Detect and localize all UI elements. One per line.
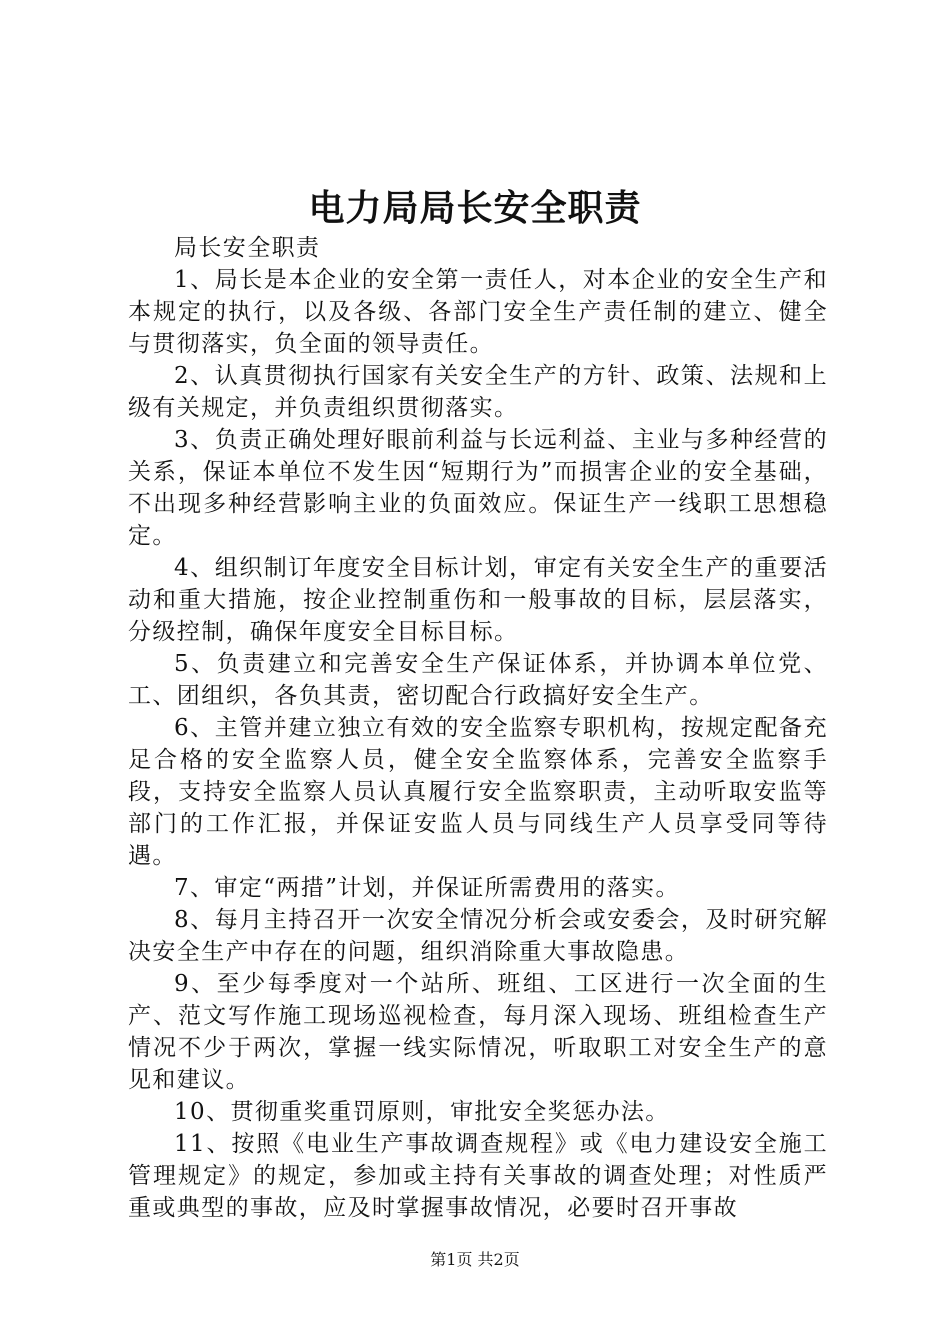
paragraph-item-10: 10、贯彻重奖重罚原则，审批安全奖惩办法。 [174,1099,670,1125]
paragraph-item-5: 5、负责建立和完善安全生产保证体系，并协调本单位党、工、团组织，各负其责，密切配合行政搞好安全生产。 [128,651,828,709]
document-title: 电力局局长安全职责 [308,188,642,229]
paragraph-item-11: 11、按照《电业生产事故调查规程》或《电力建设安全施工管理规定》的规定，参加或主持有关事故的调查处理；对性质严重或典型的事故，应及时掌握事故情况，必要时召开事故 [128,1131,828,1221]
paragraph-heading: 局长安全职责 [174,235,321,261]
paragraph-item-2: 2、认真贯彻执行国家有关安全生产的方针、政策、法规和上级有关规定，并负责组织贯彻落实。 [128,363,828,421]
paragraph-item-7: 7、审定“两措”计划，并保证所需费用的落实。 [174,875,680,901]
document-body [128,232,828,1224]
page-number-footer: 第1页 共2页 [430,1250,520,1269]
paragraph-item-3: 3、负责正确处理好眼前利益与长远利益、主业与多种经营的关系，保证本单位不发生因“短期行为”而损害企业的安全基础，不出现多种经营影响主业的负面效应。保证生产一线职工思想稳定。 [128,427,828,549]
paragraph-item-4: 4、组织制订年度安全目标计划，审定有关安全生产的重要活动和重大措施，按企业控制重伤和一般事故的目标，层层落实，分级控制，确保年度安全目标目标。 [128,555,828,645]
paragraph-item-8: 8、每月主持召开一次安全情况分析会或安委会，及时研究解决安全生产中存在的问题，组织消除重大事故隐患。 [128,907,828,965]
paragraph-item-1: 1、局长是本企业的安全第一责任人，对本企业的安全生产和本规定的执行，以及各级、各部门安全生产责任制的建立、健全与贯彻落实，负全面的领导责任。 [128,267,828,357]
paragraph-item-9: 9、至少每季度对一个站所、班组、工区进行一次全面的生产、范文写作施工现场巡视检查，每月深入现场、班组检查生产情况不少于两次，掌握一线实际情况，听取职工对安全生产的意见和建议。 [128,971,828,1093]
paragraph-item-6: 6、主管并建立独立有效的安全监察专职机构，按规定配备充足合格的安全监察人员，健全安全监察体系，完善安全监察手段，支持安全监察人员认真履行安全监察职责，主动听取安监等部门的工作汇报，并保证安监人员与同线生产人员享受同等待遇。 [128,715,828,869]
